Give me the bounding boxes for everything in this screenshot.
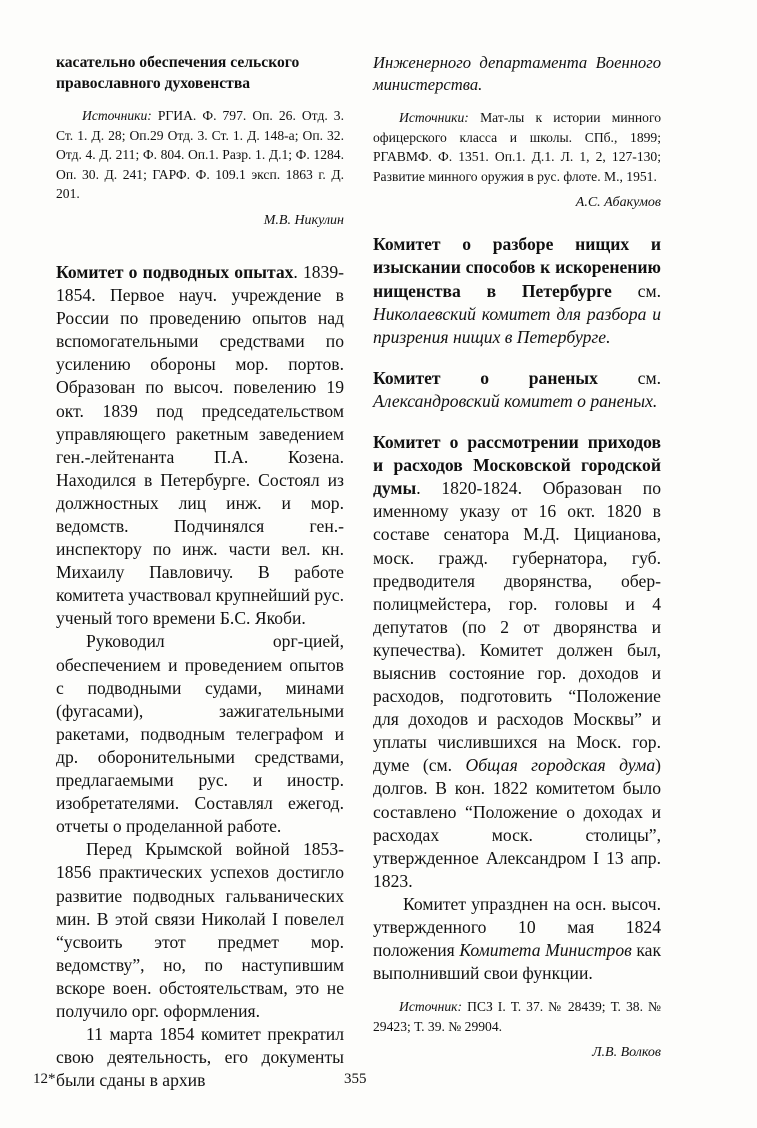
sources-label: Источник: [399,999,463,1015]
cross-reference: Комитета Министров [459,940,632,961]
author-signature: А.С. Абакумов [575,195,661,211]
entry-submarine-committee [56,261,344,1092]
entry-text: Комитет упразднен на осн. высоч. утвержденного 10 мая 1824 положения [373,893,661,961]
sources-text: РГИА. Ф. 797. Оп. 26. Отд. 3. Ст. 1. Д. 28; Оп.29 Отд. 3. Ст. 1. Д. 148-а; Оп. 32. Отд. 4. Д. 211; Ф. 804. Оп.1. Разр. 1. Д.1; Ф. 1284. Оп. 30. Д. 241; ГАРФ. Ф. 109.1 эксп. 1863 г. Д. 201. [56,108,344,202]
entry-paragraph [56,261,344,631]
right-column [373,52,661,1061]
continued-heading: касательно обеспечения сельского православного духовенства [56,54,300,92]
entry-paragraph [373,431,661,893]
entry-paragraph: 11 марта 1854 комитет прекратил свою деятельность, его документы были сданы в архив [56,1024,344,1091]
continued-text: Инженерного департамента Военного министерства. [373,53,661,94]
see-label: см. [597,367,661,388]
entry-paragraph [373,893,661,985]
entry-title: Комитет о раненых [373,367,598,388]
entry-text: как выполнивший свои функции. [373,940,661,984]
entry-beggars-committee [373,233,661,348]
entry-text: . 1839-1854. Первое науч. учреждение в России по проведению опытов над вспомогательными средствами по усилению обороны мор. портов. Образован по высоч. повелению 19 окт. 1839 под председательством управляющего ракетным заведением ген.-лейтенанта П.А. Козена. Находился в Петербурге. Состоял из должностных лиц инж. и мор. ведомств. Подчинялся ген.-инспектору по инж. части вел. кн. Михаилу Павловичу. В работе комитета участвовал крупнейший рус. ученый того времени Б.С. Якоби. [56,261,344,629]
entry-text: ) долгов. В кон. 1822 комитетом было составлено “Положение о доходах и расходах моск. столицы”, утвержденное Александром I 13 апр. 1823. [373,755,661,891]
entry-title: Комитет о разборе нищих и изыскании способов к искоренению нищенства в Петербурге [373,234,661,301]
printer-signature-mark: 12* [33,1071,56,1087]
see-label: см. [611,280,661,301]
page-number: 355 [344,1071,367,1087]
sources-note [373,997,661,1036]
entry-paragraph: Перед Крымской войной 1853-1856 практических успехов достигло развитие подводных гальванических мин. В этой связи Николай I повелел “усвоить этот предмет мор. ведомству”, но, по наступившим вскоре воен. обстоятельствам, это не получило орг. оформления. [56,839,344,1021]
cross-reference: Николаевский комитет для разбора и призрения нищих в Петербурге. [373,303,661,347]
sources-note [56,106,344,204]
entry-title: Комитет о рассмотрении приходов и расходов Московской городской думы [373,432,661,499]
sources-text: ПСЗ I. Т. 37. № 28439; Т. 38. № 29423; Т. 39. № 29904. [373,999,661,1034]
entry-text: . 1820-1824. Образован по именному указу от 16 окт. 1820 в составе сенатора М.Д. Цицианова, моск. гражд. губернатора, губ. предводителя дворянства, обер-полицмейстера, гор. головы и 4 депутатов (по 2 от дворянства и купечества). Комитет должен был, выяснив состояние гор. доходов и расходов, подготовить “Положение для доходов и расходов Москвы” и уплаты числившихся на Моск. гор. думе (см. [373,478,661,776]
sources-text: Мат-лы к истории минного офицерского класса и школы. СПб., 1899; РГАВМФ. Ф. 1351. Оп.1. Д.1. Л. 1, 2, 127-130; Развитие минного оружия в рус. флоте. М., 1951. [373,110,661,184]
entry-wounded-committee [373,367,661,413]
entry-paragraph: Руководил орг-цией, обеспечением и проведением опытов с подводными судами, минами (фугасами), зажигательными ракетами, подводным телеграфом и др. оборонительными средствами, предлагаемыми рус. и иностр. изобретателями. Составлял ежегод. отчеты о проделанной работе. [56,631,344,837]
cross-reference: Общая городская дума [465,755,656,776]
sources-label: Источники: [82,108,152,123]
entry-paragraph [373,233,661,348]
author-signature: М.В. Никулин [263,212,344,228]
cross-reference: Александровский комитет о раненых. [373,390,658,411]
entry-title: Комитет о подводных опытах [56,261,294,282]
author-signature: Л.В. Волков [592,1045,661,1061]
entry-moscow-duma-committee [373,431,661,1061]
left-column [56,52,344,1092]
sources-label: Источники: [399,110,469,125]
sources-note [373,108,661,186]
entry-paragraph [373,367,661,413]
